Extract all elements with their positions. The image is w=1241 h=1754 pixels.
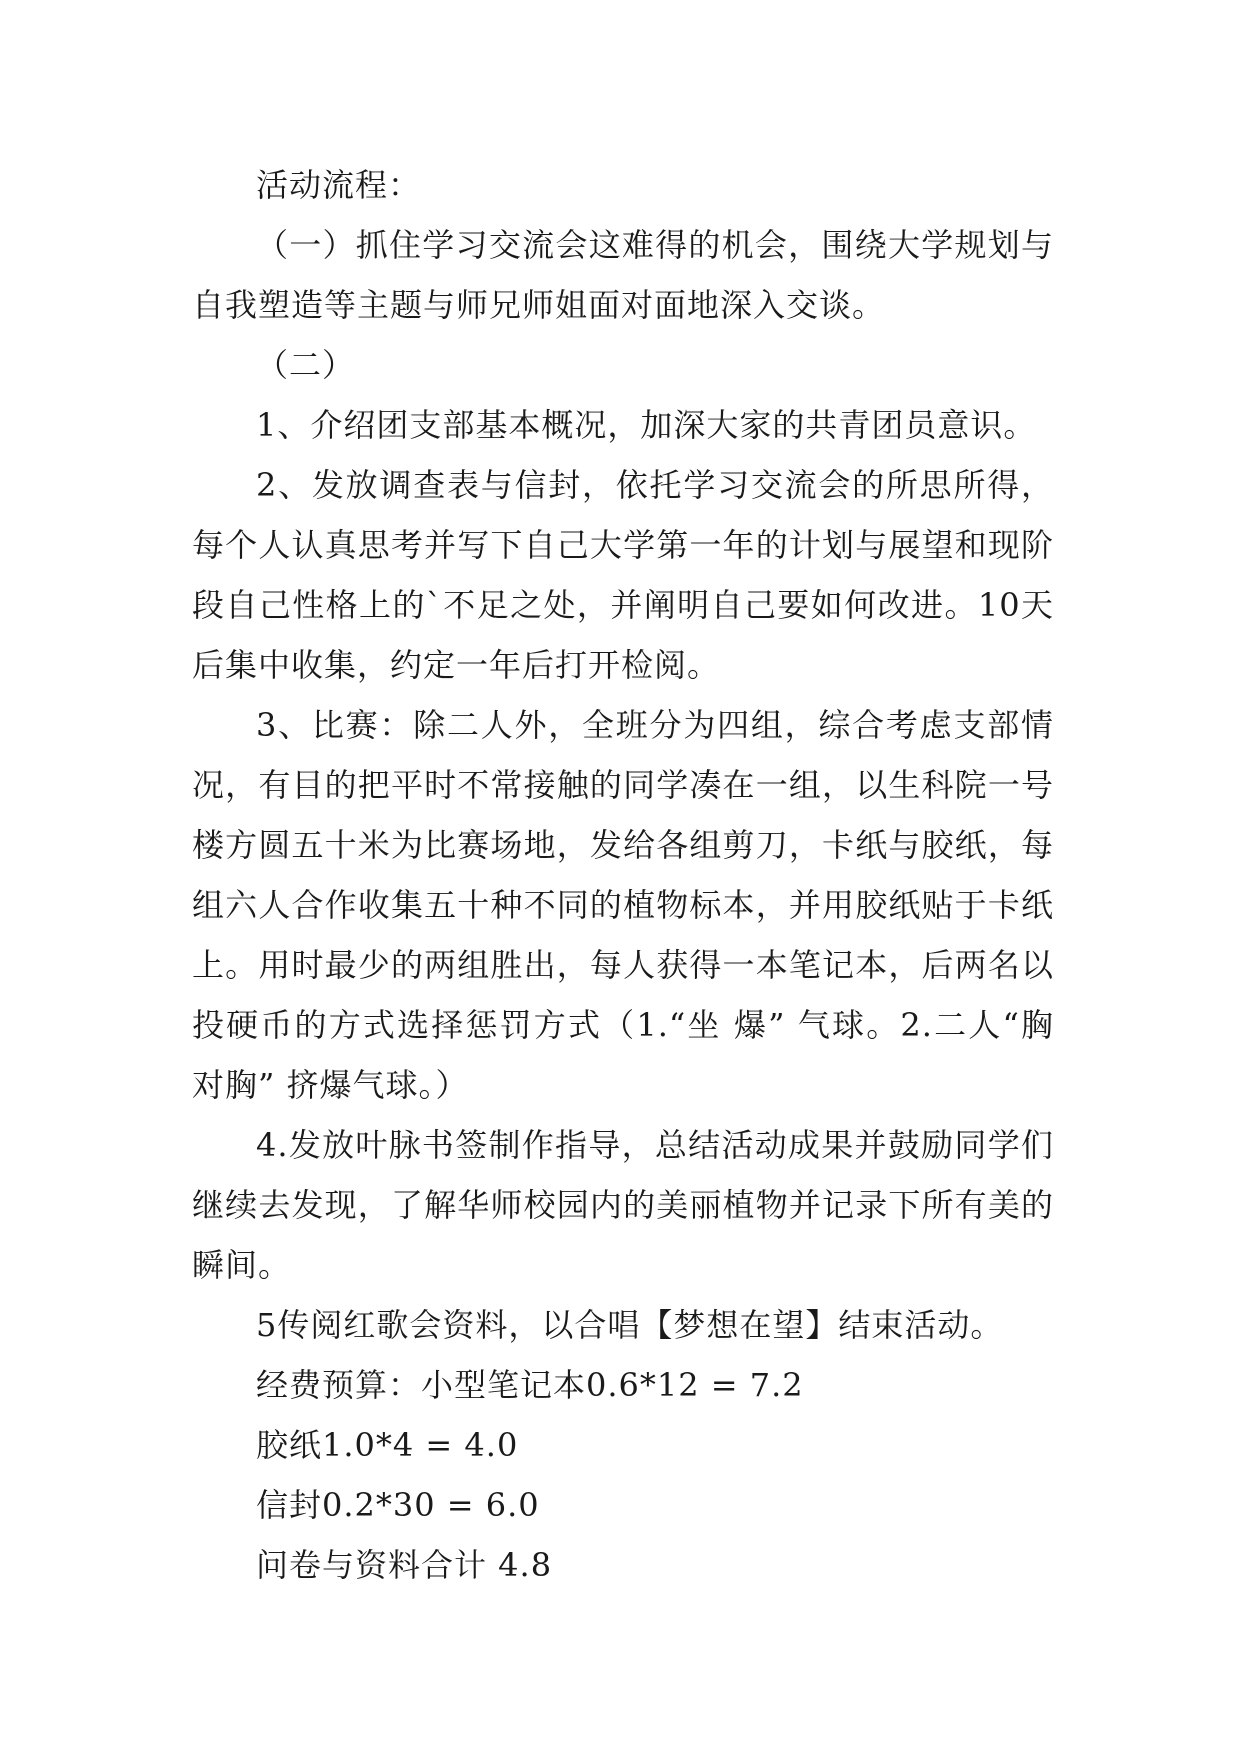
paragraph-budget-tape: 胶纸1.0*4 = 4.0 [256, 1426, 519, 1464]
paragraph-item-2: 2、发放调查表与信封，依托学习交流会的所思所得，每个人认真思考并写下自己大学第一年的计划与展望和现阶段自己性格上的`不足之处，并阐明自己要如何改进。10天后集中收集，约定一年后打开检阅。 [192, 466, 1054, 684]
paragraph-budget-envelope: 信封0.2*30 = 6.0 [256, 1486, 540, 1524]
paragraph-activity-flow-heading: 活动流程： [256, 166, 422, 204]
paragraph-budget-materials: 问卷与资料合计 4.8 [256, 1546, 553, 1584]
paragraph-item-3: 3、比赛：除二人外，全班分为四组，综合考虑支部情况，有目的把平时不常接触的同学凑在一组，以生科院一号楼方圆五十米为比赛场地，发给各组剪刀，卡纸与胶纸，每组六人合作收集五十种不同的植物标本，并用胶纸贴于卡纸上。用时最少的两组胜出，每人获得一本笔记本，后两名以投硬币的方式选择惩罚方式（1.“坐 爆” 气球。2.二人“胸对胸” 挤爆气球。） [192, 706, 1054, 1104]
paragraph-item-5: 5传阅红歌会资料，以合唱【梦想在望】结束活动。 [256, 1306, 1004, 1344]
paragraph-item-4: 4.发放叶脉书签制作指导，总结活动成果并鼓励同学们继续去发现，了解华师校园内的美丽植物并记录下所有美的瞬间。 [192, 1126, 1054, 1284]
paragraph-part-one: （一）抓住学习交流会这难得的机会，围绕大学规划与自我塑造等主题与师兄师姐面对面地深入交谈。 [192, 226, 1054, 324]
paragraph-budget-heading: 经费预算：小型笔记本0.6*12 = 7.2 [256, 1366, 804, 1404]
paragraph-item-1: 1、介绍团支部基本概况，加深大家的共青团员意识。 [256, 406, 1037, 444]
paragraph-part-two-heading: （二） [256, 346, 356, 384]
document-body [192, 155, 1054, 1595]
